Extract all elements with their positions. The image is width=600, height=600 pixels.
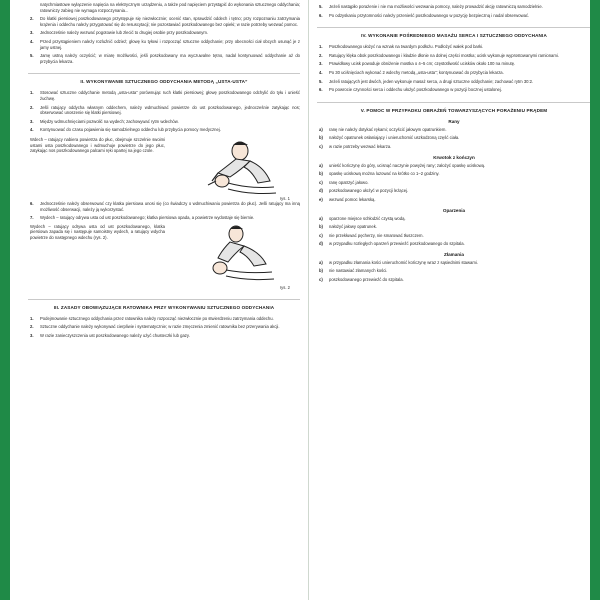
list-item: a) unieść kończynę do góry, ucisnąć naczynie powyżej rany; założyć opaskę uciskową. xyxy=(319,162,486,168)
subsection-heading: Złamania xyxy=(444,251,464,257)
list-item: c) nie przekłuwać pęcherzy, nie smarować tłuszczem. xyxy=(319,232,424,238)
list-item: 3. Jednocześnie należy wezwać pogotowie lub zlecić to drugiej osobie przy poszkodowanym. xyxy=(30,30,209,36)
list-item: c) poszkodowanego przewieźć do szpitala. xyxy=(319,277,404,283)
list-item: a) w przypadku złamania kości unieruchomić kończynę wraz z sąsiednimi stawami. xyxy=(319,259,478,265)
list-item: 3. Prawidłowy ucisk powoduje obniżenie mostka o 4–5 cm; częstotliwość ucisków około 100 na minutę. xyxy=(319,61,516,67)
section-heading: IV. WYKONANIE POŚREDNIEGO MASAŻU SERCA I SZTUCZNEGO ODDYCHANIA xyxy=(317,27,591,38)
top-items-right xyxy=(317,4,591,18)
right-column xyxy=(317,0,591,600)
list-item: 3. Między wdmuchnięciami pozwolić na wydech; zachowywać rytm wdechów. xyxy=(30,118,179,124)
list-item: c) w razie potrzeby wezwać lekarza. xyxy=(319,143,392,149)
left-column xyxy=(28,0,300,600)
list-item: 7. Wydech – ratujący odrywa usta od ust poszkodowanego; klatka piersiowa opada, a powietrze wydostaje się biernie. xyxy=(30,215,255,221)
list-item: 4. Kontynuować do czasu pojawienia się samodzielnego oddechu lub przybycia pomocy medycznej. xyxy=(30,127,221,133)
list-item: 6. Jednocześnie należy obserwować czy klatka piersiowa unosi się (co świadczy o wdmuchiwaniu powietrza do płuc). Jeśli ratujący ma inną możliwość obserwacji, należy ją wykorzystać. xyxy=(30,200,300,212)
list-item: 2. Jeśli ratujący oddycha własnym oddechem, należy wdmuchiwać powietrze do ust poszkodowanego, jednocześnie zatykając nos; obserwować unoszenie się klatki piersiowej. xyxy=(30,104,300,116)
subsection-heading: Rany xyxy=(448,118,460,124)
list-item: 1. Podejmowanie sztucznego oddychania przez ratownika należy rozpocząć niezwłocznie po stwierdzeniu zatrzymania oddechu. xyxy=(30,315,274,321)
list-item: e) wezwać pomoc lekarską. xyxy=(319,196,376,202)
list-item: a) oparzone miejsce schłodzić czystą wodą. xyxy=(319,215,406,221)
list-item: 2. Ratujący klęka obok poszkodowanego i kładzie dłonie na dolnej części mostka; ucisk wykonuje wyprostowanymi ramionami. xyxy=(319,52,559,58)
figure-exhale xyxy=(28,224,300,290)
subsection-heading: Oparzenia xyxy=(442,207,466,213)
list-item: a) ranę nie należy dotykać rękami; oczyścić jałowym opatrunkiem. xyxy=(319,126,447,132)
section-heading: III. ZASADY OBOWIĄZUJĄCE RATOWNIKA PRZY WYKONYWANIU SZTUCZNEGO ODDYCHANIA xyxy=(28,299,300,310)
column-divider xyxy=(308,0,309,600)
figure-description: Wdech – ratujący nabiera powietrza do płuc, obejmuje szczelnie swoimi ustami usta poszkodowanego i wdmuchuje powietrze do jego płuc, zatykając nos poszkodowanego palcami ręki opartej na jego czole. xyxy=(30,136,165,154)
list-item: 5. Jeżeli ratujących jest dwóch, jeden wykonuje masaż serca, a drugi sztuczne oddychanie; zachować rytm 30:2. xyxy=(319,78,534,84)
list-item: b) nie nastawiać złamanych kości. xyxy=(319,268,388,274)
list-item: c) ranę opatrzyć jałowo. xyxy=(319,179,369,185)
figure-description: Wydech – ratujący odrywa usta od ust poszkodowanego, klatka piersiowa zapada się i następuje samoistny wydech, a ratujący wdycha powietrze do następnego wdechu (rys. 2). xyxy=(30,223,165,240)
rescuer-exhale-illustration xyxy=(178,224,296,286)
list-item: d) w przypadku rozległych oparzeń przewieźć poszkodowanego do szpitala. xyxy=(319,241,465,247)
section-heading: V. POMOC W PRZYPADKU OBRAŻEŃ TOWARZYSZĄCYCH PORAŻENIU PRĄDEM xyxy=(317,102,591,113)
list-item: 2. Do klatki piersiowej poszkodowanego przystępuje się niezwłocznie; ocenić stan, sprawdzić oddech i tętno; przy rozpoznaniu zatrzymania krążenia i oddechu należy przygotować się do resuscytacji; nie pozostawiać poszkodowanego bez opieki; w razie potrzeby wezwać pomoc. xyxy=(30,16,300,27)
rescuer-mouth-to-mouth-illustration xyxy=(178,137,296,199)
list-item: 4. Po 30 uciśnięciach wykonać 2 wdechy metodą „usta-usta”; kontynuować do przybycia lekarza. xyxy=(319,69,504,75)
list-item: 5. Jamę ustną należy oczyścić; w miarę możliwości, jeśli poszkodowany ma wyczuwalne tętno, nadal kontynuować oddychanie aż do przybycia lekarza. xyxy=(30,53,300,64)
figure-inhale xyxy=(28,137,300,201)
list-item: b) opaskę uciskową można luzować na krótko co 1–2 godziny. xyxy=(319,171,440,177)
list-item: b) nałożyć opatrunek osłaniający i unieruchomić uszkodzoną część ciała. xyxy=(319,135,460,141)
list-item: 6. Po powrocie czynności serca i oddechu ułożyć poszkodowanego w pozycji bocznej ustalonej. xyxy=(319,87,502,93)
figure-caption: rys. 2 xyxy=(279,284,290,290)
top-items-left xyxy=(28,2,300,64)
list-item: 1. Stosować sztuczne oddychanie metodą „usta-usta” porównując ruch klatki piersiowej; głowę poszkodowanego odchylić do tyłu i unieść żuchwę. xyxy=(30,90,300,101)
list-item: b) nałożyć jałowy opatrunek. xyxy=(319,224,377,230)
list-item: 1. Poszkodowanego ułożyć na wznak na twardym podłożu. Podłożyć wałek pod barki. xyxy=(319,44,484,50)
list-item: 5. Jeżeli nastąpiło porażenie i nie ma możliwości wezwania pomocy, należy prowadzić akcję ratowniczą samodzielnie. xyxy=(319,4,543,9)
list-item: d) poszkodowanego ułożyć w pozycji leżącej. xyxy=(319,188,409,194)
section-heading: II. WYKONYWANIE SZTUCZNEGO ODDYCHANIA METODĄ „USTA-USTA” xyxy=(28,73,300,84)
list-item: 6. Po odzyskaniu przytomności należy przenieść poszkodowanego w pozycję bezpieczną i nadal obserwować. xyxy=(319,12,530,18)
list-item: 3. W razie zanieczyszczenia ust poszkodowanego należy użyć chusteczki lub gazy. xyxy=(30,332,190,338)
list-item: 4. Przed przystąpieniem należy rozluźnić odzież; głowę ku tyłowi i rozpocząć sztuczne oddychanie; przy obecności ciał obcych usunąć je z jamy ustnej. xyxy=(30,38,300,50)
figure-caption: rys. 1 xyxy=(279,195,290,201)
list-item: 2. Sztuczne oddychanie należy wykonywać cierpliwie i systematycznie; w razie zmęczenia zmienić ratownika bez przerywania akcji. xyxy=(30,324,280,330)
list-item: natychmiastowe wyłączenie napięcia na elektrycznym urządzeniu, a także pod napięciem przystąpić do wykonania sztucznego oddychania; ratowniczy zabieg nie wymaga rozpoczynania... xyxy=(40,2,300,13)
subsection-heading: Krwotok z kończyn xyxy=(433,154,475,160)
